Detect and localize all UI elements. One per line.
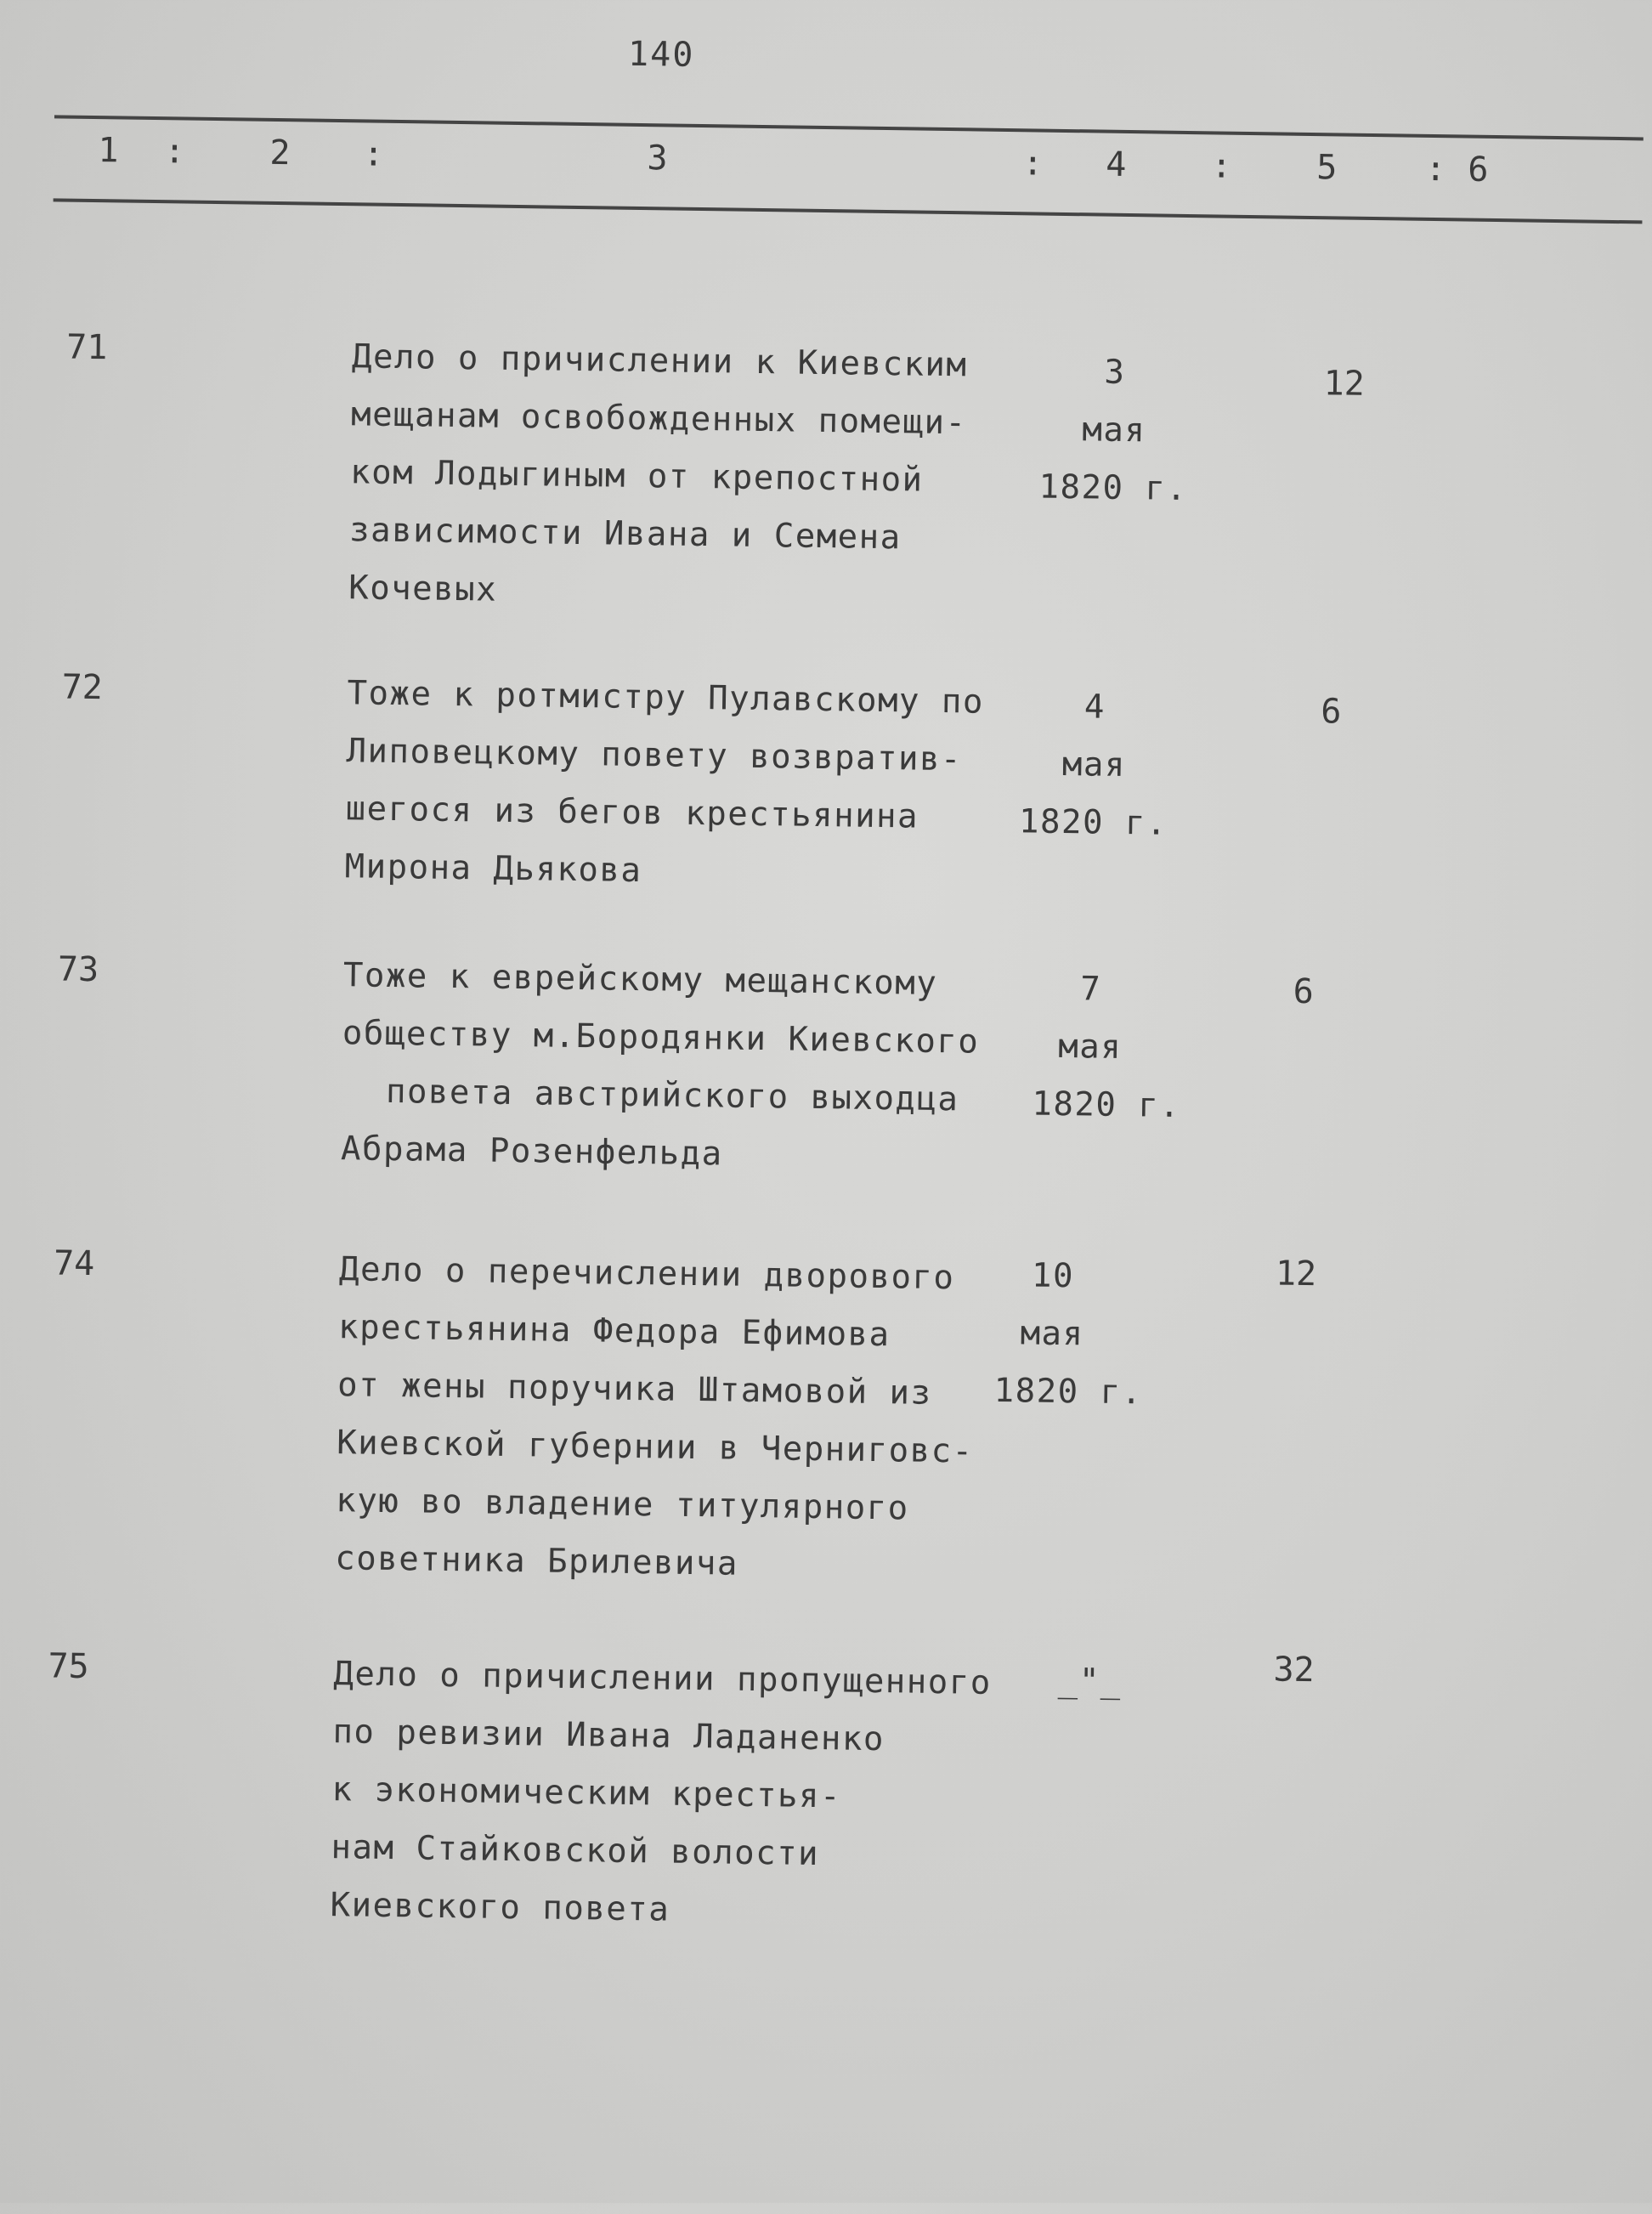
date-day: 3 — [1104, 353, 1126, 392]
column-header-5: 5 — [1315, 148, 1338, 188]
header-bottom-rule — [54, 198, 1643, 224]
date-month: мая — [1082, 411, 1146, 450]
column-separator: : — [1022, 144, 1044, 184]
description-line: ком Лодыгиным от крепостной — [349, 453, 924, 500]
description-line: Дело о причислении к Киевским — [351, 337, 968, 385]
date-day: 10 — [1031, 1256, 1075, 1296]
entry-sheets: 6 — [1293, 971, 1315, 1012]
entry-sheets: 12 — [1275, 1254, 1317, 1294]
column-header-1: 1 — [98, 131, 119, 171]
date-year: 1820 г. — [1032, 1084, 1181, 1125]
column-separator: : — [164, 132, 185, 172]
description-line: Киевской губернии в Черниговс- — [336, 1424, 974, 1471]
date-day: 7 — [1079, 970, 1102, 1009]
entry-date — [1020, 343, 1209, 518]
description-line: мещанам освобожденных помещи- — [350, 395, 967, 443]
entry-number: 71 — [65, 327, 108, 368]
date-year: 1820 г. — [1038, 467, 1188, 508]
description-line: крестьянина Федора Ефимова — [337, 1308, 891, 1355]
entry-description — [344, 665, 984, 904]
description-line: кую во владение титулярного — [335, 1481, 910, 1528]
entry-description — [341, 947, 981, 1186]
date-day: 4 — [1083, 688, 1106, 727]
entry-description — [335, 1241, 976, 1596]
description-line: нам Стайковской волости — [331, 1828, 820, 1874]
description-line: Абрама Розенфельда — [340, 1130, 723, 1174]
description-line: Липовецкому повету возвратив- — [346, 732, 963, 779]
description-line: к экономическим крестья- — [331, 1770, 842, 1816]
entry-sheets: 6 — [1320, 692, 1342, 732]
entry-number: 74 — [53, 1243, 95, 1284]
entry-number: 73 — [57, 949, 99, 990]
description-line: зависимости Ивана и Семена — [348, 511, 902, 558]
description-line: Мирона Дьякова — [344, 847, 642, 891]
column-header-6: 6 — [1467, 150, 1489, 190]
description-line: обществу м.Бородянки Киевского — [342, 1014, 980, 1062]
entry-number: 75 — [48, 1646, 90, 1687]
date-year: 1820 г. — [993, 1371, 1143, 1413]
entry-description — [330, 1645, 992, 1944]
entry-number: 72 — [61, 667, 104, 708]
entry-sheets: 12 — [1323, 364, 1366, 404]
entry-date — [996, 1651, 1184, 1712]
entry-date — [958, 1246, 1147, 1422]
column-separator: : — [363, 134, 384, 174]
column-header-3: 3 — [647, 139, 668, 178]
date-month: мая — [1058, 1027, 1123, 1067]
description-line: Тоже к ротмистру Пулавскому по — [347, 674, 985, 722]
entry-sheets: 32 — [1273, 1650, 1315, 1690]
column-separator: : — [1210, 146, 1232, 186]
description-line: Дело о причислении пропущенного — [333, 1655, 993, 1702]
column-separator: : — [1424, 149, 1446, 190]
description-line: Дело о перечислении дворового — [338, 1250, 955, 1298]
column-header-2: 2 — [269, 133, 291, 173]
date-ditto: _"_ — [1057, 1662, 1123, 1702]
page-number: 140 — [627, 34, 695, 75]
column-header-4: 4 — [1106, 144, 1127, 184]
entry-date — [999, 677, 1189, 853]
date-year: 1820 г. — [1018, 802, 1168, 843]
description-line: Киевского повета — [330, 1886, 670, 1929]
description-line: советника Брилевича — [335, 1539, 739, 1583]
entry-date — [995, 960, 1185, 1135]
entry-description — [348, 328, 968, 626]
date-month: мая — [1020, 1314, 1084, 1354]
date-month: мая — [1061, 745, 1127, 785]
description-line: Тоже к еврейскому мещанскому — [342, 956, 938, 1003]
description-line: шегося из бегов крестьянина — [345, 790, 919, 836]
description-line: повета австрийского выходца — [385, 1072, 959, 1119]
header-top-rule — [54, 115, 1644, 140]
description-line: по ревизии Ивана Ладаненко — [332, 1713, 885, 1759]
description-line: от жены поручика Штамовой из — [337, 1366, 932, 1413]
description-line: Кочевых — [348, 569, 498, 609]
